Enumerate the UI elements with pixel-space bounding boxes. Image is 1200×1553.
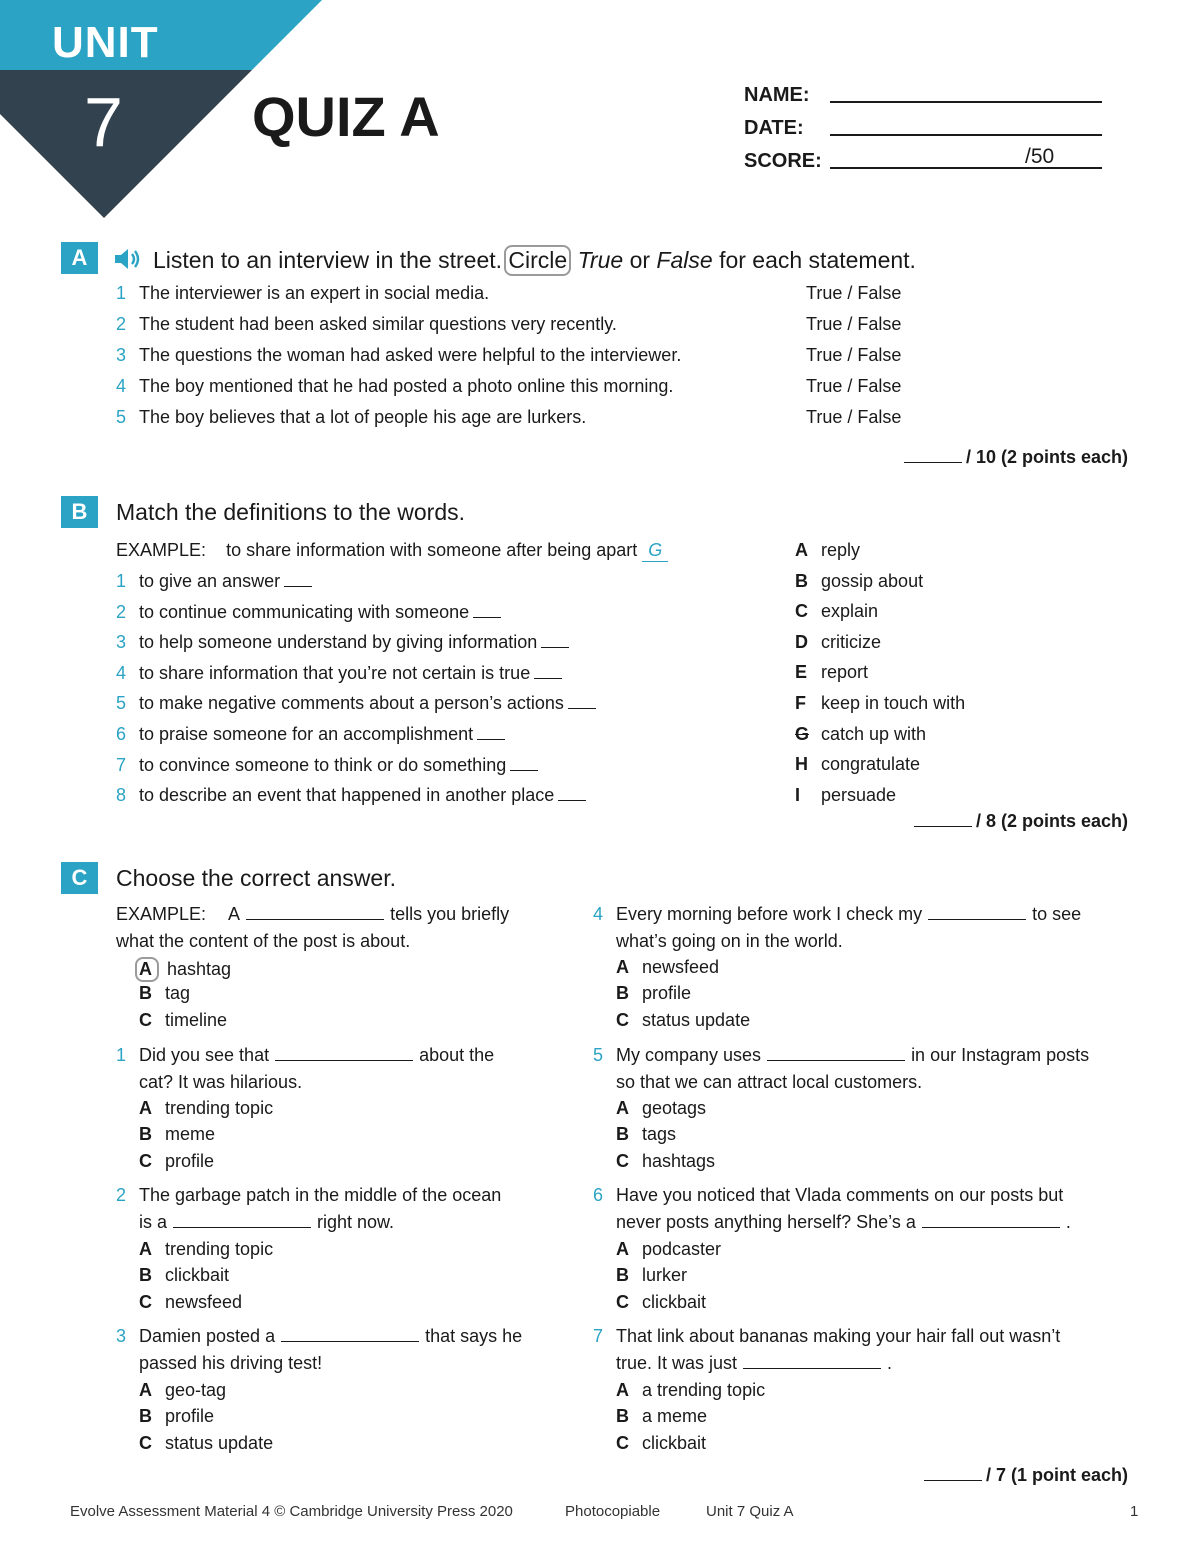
true-false-choice[interactable]: True / False — [806, 345, 902, 365]
option-text: hashtags — [642, 1150, 716, 1171]
answer-option[interactable] — [139, 983, 190, 1004]
score-max: /50 — [1025, 145, 1055, 168]
answer-option[interactable] — [616, 1380, 765, 1401]
word-text: reply — [821, 540, 861, 560]
option-text: trending topic — [165, 1239, 274, 1259]
answer-option[interactable] — [139, 1010, 227, 1031]
question-5 — [593, 1045, 1089, 1066]
question-text: The garbage patch in the middle of the ocean — [139, 1185, 502, 1205]
word-option — [795, 754, 920, 775]
item-number: 4 — [116, 376, 127, 396]
question-4 — [593, 904, 1081, 925]
statement-text: The boy mentioned that he had posted a photo online this morning. — [139, 376, 674, 396]
definition-row — [116, 571, 312, 592]
question-number: 3 — [116, 1326, 127, 1346]
section-b-instruction: Match the definitions to the words. — [116, 499, 466, 525]
answer-option[interactable] — [139, 1098, 273, 1119]
question-text: . — [1065, 1212, 1071, 1232]
option-letter: B — [616, 1265, 629, 1286]
definition-row — [116, 755, 538, 776]
question-number: 2 — [116, 1185, 127, 1205]
question-text: Damien posted a — [139, 1326, 276, 1346]
item-number: 3 — [116, 345, 127, 365]
option-text: a trending topic — [642, 1380, 766, 1400]
word-option — [795, 632, 881, 653]
section-b-score: / 8 (2 points each) — [914, 811, 1128, 832]
statement-row — [116, 376, 673, 397]
true-false-choice[interactable]: True / False — [806, 407, 902, 427]
word-letter: C — [795, 601, 808, 622]
option-letter: A — [135, 957, 159, 982]
question-2-line2 — [139, 1212, 394, 1233]
option-letter: C — [616, 1009, 629, 1030]
definition-text: to help someone understand by giving information — [139, 632, 538, 653]
date-label: DATE: — [744, 117, 804, 139]
section-c-badge: C — [61, 862, 98, 894]
definition-row — [116, 724, 505, 745]
option-text: geo-tag — [165, 1380, 227, 1400]
definition-row — [116, 602, 501, 623]
option-letter: B — [139, 1124, 152, 1145]
answer-blank[interactable] — [558, 800, 586, 801]
statement-row — [116, 345, 681, 366]
option-letter: C — [139, 1150, 152, 1171]
answer-option[interactable] — [616, 1239, 721, 1260]
statement-row — [116, 314, 617, 335]
question-text: what’s going on in the world. — [616, 931, 843, 951]
statement-text: The student had been asked similar questions very recently. — [139, 314, 617, 334]
option-text: tags — [642, 1124, 677, 1145]
option-letter: A — [139, 1098, 152, 1118]
name-field[interactable] — [830, 101, 1102, 103]
page-title: QUIZ A — [252, 85, 440, 148]
question-6 — [593, 1185, 1063, 1206]
option-letter: A — [139, 1380, 152, 1400]
answer-blank[interactable] — [281, 1341, 419, 1342]
word-letter: A — [795, 540, 808, 560]
option-text: profile — [165, 1406, 215, 1427]
date-field[interactable] — [830, 134, 1102, 136]
definition-row — [116, 663, 562, 684]
footer-photocopiable: Photocopiable — [565, 1503, 661, 1520]
question-text: so that we can attract local customers. — [616, 1072, 923, 1092]
question-text: passed his driving test! — [139, 1353, 323, 1373]
word-option — [795, 662, 868, 683]
option-letter: B — [139, 983, 152, 1004]
item-number: 1 — [116, 283, 127, 303]
answer-blank[interactable] — [473, 617, 501, 618]
true-false-choice[interactable]: True / False — [806, 283, 902, 303]
example-question — [116, 904, 509, 925]
definition-text: to share information that you’re not certain is true — [139, 662, 531, 683]
answer-option[interactable] — [616, 1406, 707, 1427]
word-letter: H — [795, 754, 808, 775]
option-text: hashtag — [167, 959, 232, 979]
item-number: 8 — [116, 785, 127, 806]
word-option — [795, 693, 965, 714]
definition-row — [116, 693, 596, 714]
answer-option[interactable] — [616, 1265, 687, 1286]
answer-option[interactable] — [616, 983, 691, 1004]
word-option — [795, 785, 896, 806]
question-7-line2 — [616, 1353, 892, 1374]
answer-option[interactable] — [616, 957, 719, 978]
option-letter: C — [139, 1009, 152, 1030]
answer-option[interactable] — [139, 957, 231, 982]
word-text: gossip about — [821, 570, 924, 591]
word-option — [795, 724, 926, 745]
question-6-line2 — [616, 1212, 1071, 1233]
score-field[interactable] — [830, 167, 1102, 169]
question-text: tells you briefly — [390, 904, 510, 924]
example-question-line2 — [116, 931, 410, 952]
question-text: cat? It was hilarious. — [139, 1072, 303, 1092]
answer-blank[interactable] — [541, 647, 569, 648]
section-a-score: / 10 (2 points each) — [904, 447, 1128, 468]
option-letter: A — [139, 1239, 152, 1259]
word-text: catch up with — [821, 723, 927, 744]
statement-text: The boy believes that a lot of people his age are lurkers. — [139, 407, 587, 427]
footer-unit-quiz: Unit 7 Quiz A — [706, 1503, 794, 1520]
question-number: 5 — [593, 1045, 604, 1065]
option-text: newsfeed — [642, 957, 720, 977]
answer-option[interactable] — [139, 1433, 273, 1454]
definition-text: to continue communicating with someone — [139, 601, 470, 622]
answer-blank[interactable] — [275, 1060, 413, 1061]
option-text: status update — [165, 1432, 274, 1453]
option-letter: C — [139, 1432, 152, 1453]
answer-blank[interactable] — [173, 1227, 311, 1228]
answer-option[interactable] — [139, 1124, 215, 1145]
answer-option[interactable] — [139, 1380, 226, 1401]
answer-option[interactable] — [139, 1151, 214, 1172]
option-text: profile — [165, 1150, 215, 1171]
section-b-badge: B — [61, 496, 98, 528]
question-2 — [116, 1185, 501, 1206]
option-letter: B — [139, 1406, 152, 1427]
question-1 — [116, 1045, 494, 1066]
answer-blank[interactable] — [568, 708, 596, 709]
question-text: that says he — [425, 1326, 523, 1346]
question-text: Every morning before work I check my — [616, 904, 923, 924]
option-letter: C — [616, 1432, 629, 1453]
word-option — [795, 601, 878, 622]
question-text: true. It was just — [616, 1353, 738, 1373]
option-text: a meme — [642, 1406, 708, 1427]
name-label: NAME: — [744, 84, 810, 106]
speaker-icon[interactable] — [113, 247, 143, 271]
unit-label: UNIT — [52, 18, 159, 67]
item-number: 5 — [116, 693, 127, 714]
answer-option[interactable] — [616, 1433, 706, 1454]
option-text: newsfeed — [165, 1291, 243, 1312]
option-text: clickbait — [642, 1291, 707, 1312]
question-text: to see — [1032, 904, 1082, 924]
question-1-line2 — [139, 1072, 302, 1093]
answer-blank[interactable] — [246, 919, 384, 920]
word-text: report — [821, 662, 869, 683]
question-text: Did you see that — [139, 1045, 270, 1065]
question-text: about the — [419, 1045, 495, 1065]
option-letter: A — [616, 1098, 629, 1118]
word-text: explain — [821, 601, 879, 622]
answer-option[interactable] — [616, 1292, 706, 1313]
item-number: 1 — [116, 571, 127, 591]
question-text: My company uses — [616, 1045, 762, 1065]
word-text: criticize — [821, 631, 882, 652]
option-letter: C — [616, 1291, 629, 1312]
word-text: keep in touch with — [821, 693, 966, 713]
item-number: 4 — [116, 662, 127, 683]
word-letter: D — [795, 631, 808, 652]
option-text: clickbait — [642, 1432, 707, 1453]
question-text: right now. — [317, 1212, 395, 1232]
answer-option[interactable] — [139, 1406, 214, 1427]
option-text: status update — [642, 1009, 751, 1030]
word-letter: F — [795, 693, 806, 713]
option-letter: C — [616, 1150, 629, 1171]
question-text: . — [887, 1353, 893, 1373]
question-text: A — [228, 904, 241, 924]
option-letter: B — [139, 1265, 152, 1286]
item-number: 5 — [116, 407, 127, 427]
option-text: lurker — [642, 1265, 688, 1286]
score-label: SCORE: — [744, 150, 822, 172]
definition-text: to convince someone to think or do something — [139, 754, 507, 775]
item-number: 2 — [116, 601, 127, 622]
answer-blank[interactable] — [928, 919, 1026, 920]
word-text: congratulate — [821, 754, 921, 775]
question-text: That link about bananas making your hair fall out wasn’t — [616, 1326, 1061, 1346]
question-text: never posts anything herself? She’s a — [616, 1212, 916, 1232]
section-b-example: EXAMPLE: to share information with someone after being apart G — [116, 540, 668, 562]
option-text: clickbait — [165, 1265, 230, 1286]
option-letter: A — [616, 1380, 629, 1400]
answer-option[interactable] — [139, 1265, 229, 1286]
option-letter: B — [616, 983, 629, 1004]
answer-option[interactable] — [616, 1010, 750, 1031]
definition-row — [116, 785, 586, 806]
question-3 — [116, 1326, 522, 1347]
definition-row — [116, 632, 569, 653]
circle-word: Circle — [504, 245, 571, 276]
answer-option[interactable] — [139, 1292, 242, 1313]
word-letter: G — [795, 723, 810, 744]
question-number: 6 — [593, 1185, 604, 1205]
unit-number: 7 — [84, 83, 123, 161]
statement-row — [116, 283, 489, 304]
section-a-instruction: Listen to an interview in the street. Circle True or False for each statement. — [153, 245, 916, 276]
answer-blank[interactable] — [284, 586, 312, 587]
item-number: 3 — [116, 632, 127, 653]
answer-blank[interactable] — [510, 770, 538, 771]
answer-option[interactable] — [616, 1124, 676, 1145]
definition-text: to describe an event that happened in another place — [139, 785, 555, 806]
question-text: Have you noticed that Vlada comments on our posts but — [616, 1185, 1064, 1205]
word-letter: I — [795, 784, 801, 805]
word-option — [795, 571, 923, 592]
item-number: 7 — [116, 754, 127, 775]
option-text: timeline — [165, 1009, 228, 1030]
option-text: trending topic — [165, 1098, 274, 1118]
option-text: podcaster — [642, 1239, 722, 1259]
option-text: geotags — [642, 1098, 707, 1118]
section-c-score: / 7 (1 point each) — [924, 1465, 1128, 1486]
word-text: persuade — [821, 784, 897, 805]
answer-option[interactable] — [616, 1098, 706, 1119]
question-3-line2 — [139, 1353, 322, 1374]
section-c-instruction: Choose the correct answer. — [116, 865, 396, 891]
option-letter: B — [616, 1124, 629, 1145]
definition-text: to make negative comments about a person’s actions — [139, 693, 564, 714]
option-text: tag — [165, 983, 191, 1004]
answer-blank[interactable] — [477, 739, 505, 740]
answer-blank[interactable] — [743, 1368, 881, 1369]
statement-text: The interviewer is an expert in social media. — [139, 283, 490, 303]
answer-blank[interactable] — [922, 1227, 1060, 1228]
option-text: profile — [642, 983, 692, 1004]
item-number: 2 — [116, 314, 127, 334]
example-label: EXAMPLE: — [116, 904, 207, 924]
answer-blank[interactable] — [767, 1060, 905, 1061]
question-5-line2 — [616, 1072, 922, 1093]
section-a-badge: A — [61, 242, 98, 274]
footer-source: Evolve Assessment Material 4 © Cambridge University Press 2020 — [70, 1503, 513, 1520]
question-text: in our Instagram posts — [911, 1045, 1090, 1065]
definition-text: to praise someone for an accomplishment — [139, 724, 474, 744]
option-letter: B — [616, 1406, 629, 1427]
question-number: 7 — [593, 1326, 604, 1346]
question-number: 4 — [593, 904, 604, 924]
statement-row — [116, 407, 586, 428]
item-number: 6 — [116, 724, 127, 744]
word-letter: E — [795, 662, 808, 683]
true-false-choice[interactable]: True / False — [806, 376, 902, 396]
statement-text: The questions the woman had asked were helpful to the interviewer. — [139, 345, 682, 365]
word-letter: B — [795, 570, 808, 591]
option-letter: C — [139, 1291, 152, 1312]
true-false-choice[interactable]: True / False — [806, 314, 902, 334]
option-letter: A — [616, 957, 629, 977]
question-4-line2 — [616, 931, 843, 952]
question-text: is a — [139, 1212, 168, 1232]
page-number: 1 — [1130, 1503, 1139, 1520]
answer-blank[interactable] — [534, 678, 562, 679]
answer-option[interactable] — [616, 1151, 715, 1172]
answer-option[interactable] — [139, 1239, 273, 1260]
definition-text: to give an answer — [139, 571, 281, 591]
question-number: 1 — [116, 1045, 127, 1065]
question-7 — [593, 1326, 1060, 1347]
option-text: meme — [165, 1124, 216, 1145]
option-letter: A — [616, 1239, 629, 1259]
question-text: what the content of the post is about. — [116, 931, 411, 951]
word-option — [795, 540, 860, 561]
